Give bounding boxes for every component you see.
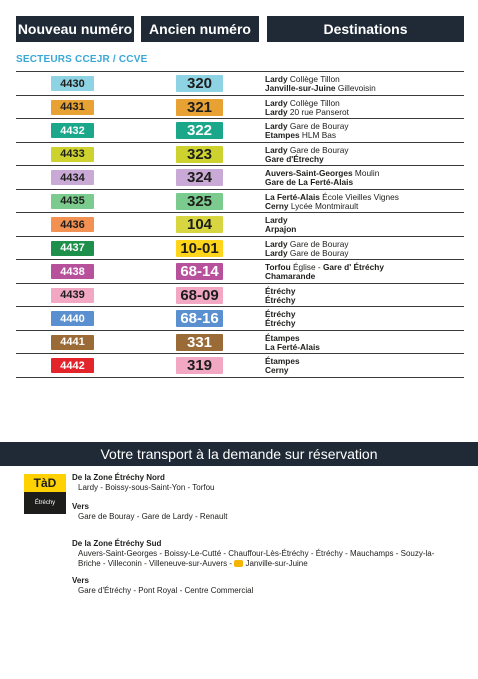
north-zone-title: De la Zone Étréchy Nord [72, 473, 165, 482]
destination-2-town: Chamarande [265, 271, 316, 281]
destination-line-2 [265, 249, 348, 258]
section-title: SECTEURS CCEJR / CCVE [16, 54, 148, 65]
south-zone-title: De la Zone Étréchy Sud [72, 539, 162, 548]
line-destinations [265, 216, 296, 234]
line-row [16, 190, 464, 214]
destination-line-2 [265, 225, 296, 234]
destination-1-town: Lardy [265, 74, 288, 84]
line-destinations [265, 357, 300, 375]
destination-line-2 [265, 343, 320, 352]
line-row [16, 213, 464, 237]
line-destinations [265, 146, 348, 164]
line-destinations [265, 310, 295, 328]
destination-line-2 [265, 131, 348, 140]
line-row [16, 96, 464, 120]
tad-south-dest-block [72, 576, 253, 596]
destination-2-stop: HLM Bas [299, 130, 337, 140]
new-line-number-badge: 4436 [51, 217, 94, 232]
old-line-number-badge: 104 [176, 216, 223, 233]
line-destinations [265, 240, 348, 258]
destination-2-town: Gare de La Ferté-Alais [265, 177, 354, 187]
destination-line-2 [265, 202, 399, 211]
destination-2-town: Étréchy [265, 294, 296, 305]
destination-2-stop: Gare de Bouray [287, 247, 349, 258]
destination-1-stop: Église - [290, 262, 323, 272]
line-row [16, 143, 464, 167]
north-zone-stops: Lardy - Boissy-sous-Saint-Yon - Torfou [78, 483, 215, 492]
line-destinations [265, 169, 379, 187]
south-vers-label: Vers [72, 576, 89, 585]
new-line-number-badge: 4440 [51, 311, 94, 326]
line-destinations [265, 287, 295, 305]
destination-2-town: Lardy [265, 106, 288, 117]
south-zone-stops-line1: Auvers-Saint-Georges - Boissy-Le-Cutté - Chauffour-Lès-Étréchy - Étréchy - Mauchamps - Souzy-la- [78, 549, 435, 558]
destination-2-town: Gare d'Étrechy [265, 153, 324, 164]
south-stops-part-b: Janville-sur-Juine [243, 559, 308, 568]
line-destinations [265, 334, 320, 352]
old-line-number-badge: 324 [176, 169, 223, 186]
line-row [16, 354, 464, 378]
destination-1-stop: École Vieilles Vignes [319, 191, 399, 202]
line-destinations [265, 263, 384, 281]
destination-2-town: Cerny [265, 200, 289, 211]
new-line-number-badge: 4433 [51, 147, 94, 162]
destination-1-town: Lardy [265, 97, 288, 108]
tad-south-block [72, 539, 434, 569]
destination-1-stop: Collège Tillon [287, 97, 340, 108]
destination-line-2 [265, 272, 384, 281]
line-destinations [265, 193, 399, 211]
tad-banner: Votre transport à la demande sur réservation [0, 442, 478, 466]
destination-2-town: Janville-sur-Juine [265, 83, 336, 93]
new-line-number-badge: 4437 [51, 241, 94, 256]
destination-line-2 [265, 108, 349, 117]
line-row [16, 237, 464, 261]
old-line-number-badge: 68-14 [176, 263, 223, 280]
old-line-number-badge: 321 [176, 99, 223, 116]
line-row [16, 331, 464, 355]
destination-1-town: Lardy [265, 238, 288, 249]
line-destinations [265, 99, 349, 117]
header-destinations: Destinations [267, 16, 464, 42]
destination-1-stop: Gare de Bouray [287, 144, 349, 155]
destination-line-2 [265, 155, 348, 164]
destination-1-stop: Collège Tillon [287, 74, 340, 84]
destination-1-stop: Moulin [352, 168, 380, 178]
old-line-number-badge: 68-09 [176, 287, 223, 304]
old-line-number-badge: 10-01 [176, 240, 223, 257]
destination-1-town: Auvers-Saint-Georges [265, 168, 353, 178]
destination-2-stop: 20 rue Panserot [287, 106, 349, 117]
old-line-number-badge: 323 [176, 146, 223, 163]
line-row [16, 260, 464, 284]
new-line-number-badge: 4438 [51, 264, 94, 279]
new-line-number-badge: 4431 [51, 100, 94, 115]
destination-line-2 [265, 84, 376, 93]
south-zone-stops-line2 [72, 559, 434, 569]
line-row [16, 72, 464, 96]
destination-2-stop: Lycée Montmirault [288, 200, 359, 211]
old-line-number-badge: 320 [176, 75, 223, 92]
destination-2-town: La Ferté-Alais [265, 341, 320, 352]
destination-1-town: Étampes [265, 356, 300, 366]
tad-logo-subtitle: Étréchy [24, 492, 66, 514]
destination-1-town: Lardy [265, 144, 288, 155]
south-stops-part-a: Briche - Villeconin - Villeneuve-sur-Auvers - [78, 559, 235, 568]
header-new-number: Nouveau numéro [16, 16, 134, 42]
destination-1-town: Torfou [265, 262, 291, 272]
destination-1-stop: Gare de Bouray [287, 238, 349, 249]
destination-2-town: Cerny [265, 365, 289, 375]
tad-north-block [72, 473, 215, 493]
destination-2-town: Arpajon [265, 224, 297, 234]
north-vers-label: Vers [72, 502, 89, 511]
tad-north-dest-block [72, 502, 227, 522]
header-old-number: Ancien numéro [141, 16, 259, 42]
destination-1-town: La Ferté-Alais [265, 191, 320, 202]
destination-line-2 [265, 296, 295, 305]
north-zone-destinations: Gare de Bouray - Gare de Lardy - Renault [78, 512, 228, 521]
old-line-number-badge: 322 [176, 122, 223, 139]
new-line-number-badge: 4430 [51, 76, 94, 91]
line-row [16, 119, 464, 143]
destination-1-town: Étréchy [265, 309, 296, 319]
destination-2-town: Étréchy [265, 318, 296, 328]
new-line-number-badge: 4439 [51, 288, 94, 303]
destination-2-town: Etampes [265, 130, 300, 140]
new-line-number-badge: 4442 [51, 358, 94, 373]
south-zone-destinations: Gare d'Étréchy - Pont Royal - Centre Commercial [78, 586, 254, 595]
line-row [16, 284, 464, 308]
destination-1-town: Étréchy [265, 285, 296, 296]
old-line-number-badge: 68-16 [176, 310, 223, 327]
line-destinations [265, 122, 348, 140]
destination-line-2 [265, 366, 300, 375]
destination-line-2 [265, 319, 295, 328]
old-line-number-badge: 319 [176, 357, 223, 374]
destination-1-stop: Gare de Bouray [287, 121, 349, 131]
line-row [16, 307, 464, 331]
bus-line-marker-icon [234, 560, 243, 567]
destination-1-town: Étampes [265, 332, 300, 343]
destination-2-town: Lardy [265, 247, 288, 258]
tad-logo: TàD [24, 474, 66, 492]
destination-line-2 [265, 178, 379, 187]
old-line-number-badge: 325 [176, 193, 223, 210]
new-line-number-badge: 4435 [51, 194, 94, 209]
new-line-number-badge: 4441 [51, 335, 94, 350]
line-row [16, 166, 464, 190]
destination-1-extra: Gare d' Étréchy [322, 262, 384, 272]
old-line-number-badge: 331 [176, 334, 223, 351]
destination-1-town: Lardy [265, 121, 288, 131]
destination-2-stop: Gillevoisin [335, 83, 376, 93]
new-line-number-badge: 4432 [51, 123, 94, 138]
lines-table [16, 71, 464, 378]
destination-1-town: Lardy [265, 215, 288, 225]
line-destinations [265, 75, 376, 93]
new-line-number-badge: 4434 [51, 170, 94, 185]
